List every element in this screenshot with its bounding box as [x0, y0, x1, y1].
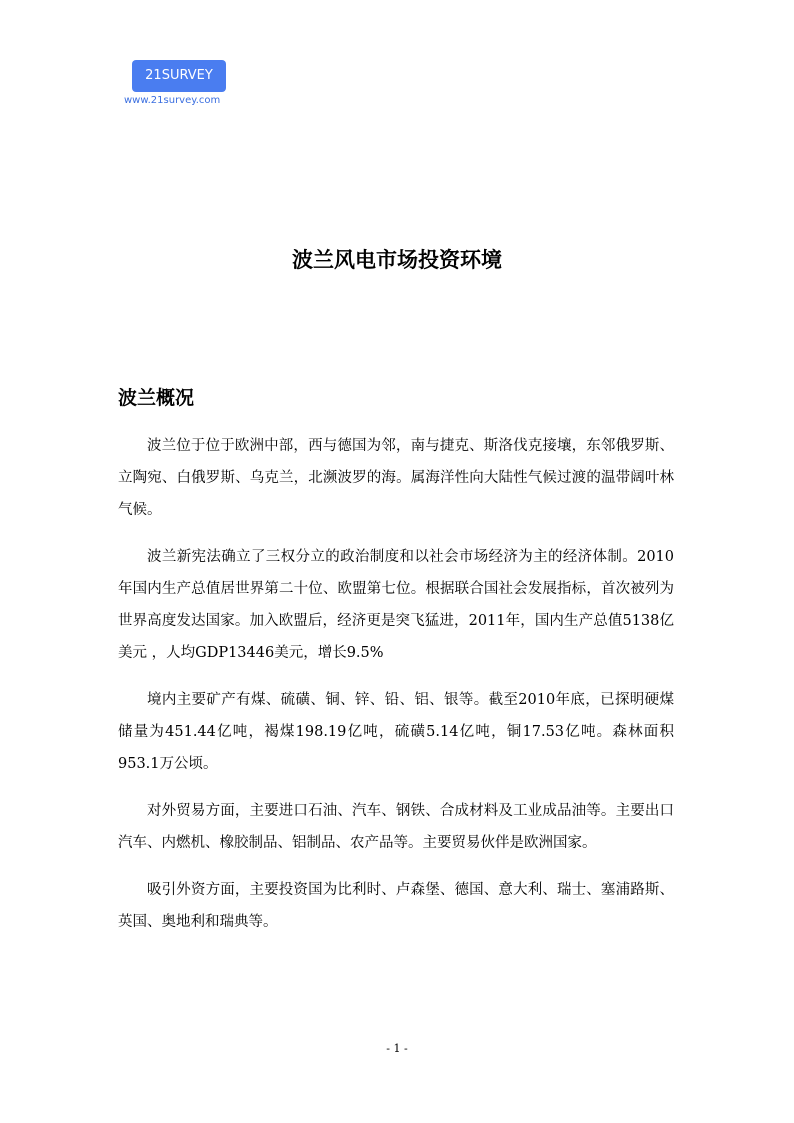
document-title: 波兰风电市场投资环境: [292, 248, 502, 272]
paragraph-geography: 波兰位于位于欧洲中部，西与德国为邻，南与捷克、斯洛伐克接壤，东邻俄罗斯、立陶宛、白俄罗斯、乌克兰，北濒波罗的海。属海洋性向大陆性气候过渡的温带阔叶林气候。: [118, 438, 674, 518]
page-number: - 1 -: [386, 1042, 408, 1055]
paragraph-minerals: 境内主要矿产有煤、硫磺、铜、锌、铅、铝、银等。截至2010年底，已探明硬煤储量为451.44亿吨，褐煤198.19亿吨，硫磺5.14亿吨，铜17.53亿吨。森林面积953.1万公顷。: [118, 692, 674, 772]
section-heading: 波兰概况: [118, 387, 195, 409]
paragraph-trade: 对外贸易方面，主要进口石油、汽车、钢铁、合成材料及工业成品油等。主要出口汽车、内燃机、橡胶制品、铝制品、农产品等。主要贸易伙伴是欧洲国家。: [118, 803, 674, 851]
logo-badge: 21SURVEY: [132, 60, 226, 92]
logo-url: www.21survey.com: [124, 95, 221, 106]
paragraph-investment: 吸引外资方面，主要投资国为比利时、卢森堡、德国、意大利、瑞士、塞浦路斯、英国、奥地利和瑞典等。: [118, 882, 674, 930]
company-logo: [124, 60, 226, 106]
paragraph-economy: 波兰新宪法确立了三权分立的政治制度和以社会市场经济为主的经济体制。2010年国内生产总值居世界第二十位、欧盟第七位。根据联合国社会发展指标，首次被列为世界高度发达国家。加入欧盟后，经济更是突飞猛进，2011年，国内生产总值5138亿美元 ，人均GDP13446美元，增长9.5%: [118, 549, 674, 661]
body-text: [118, 430, 674, 953]
